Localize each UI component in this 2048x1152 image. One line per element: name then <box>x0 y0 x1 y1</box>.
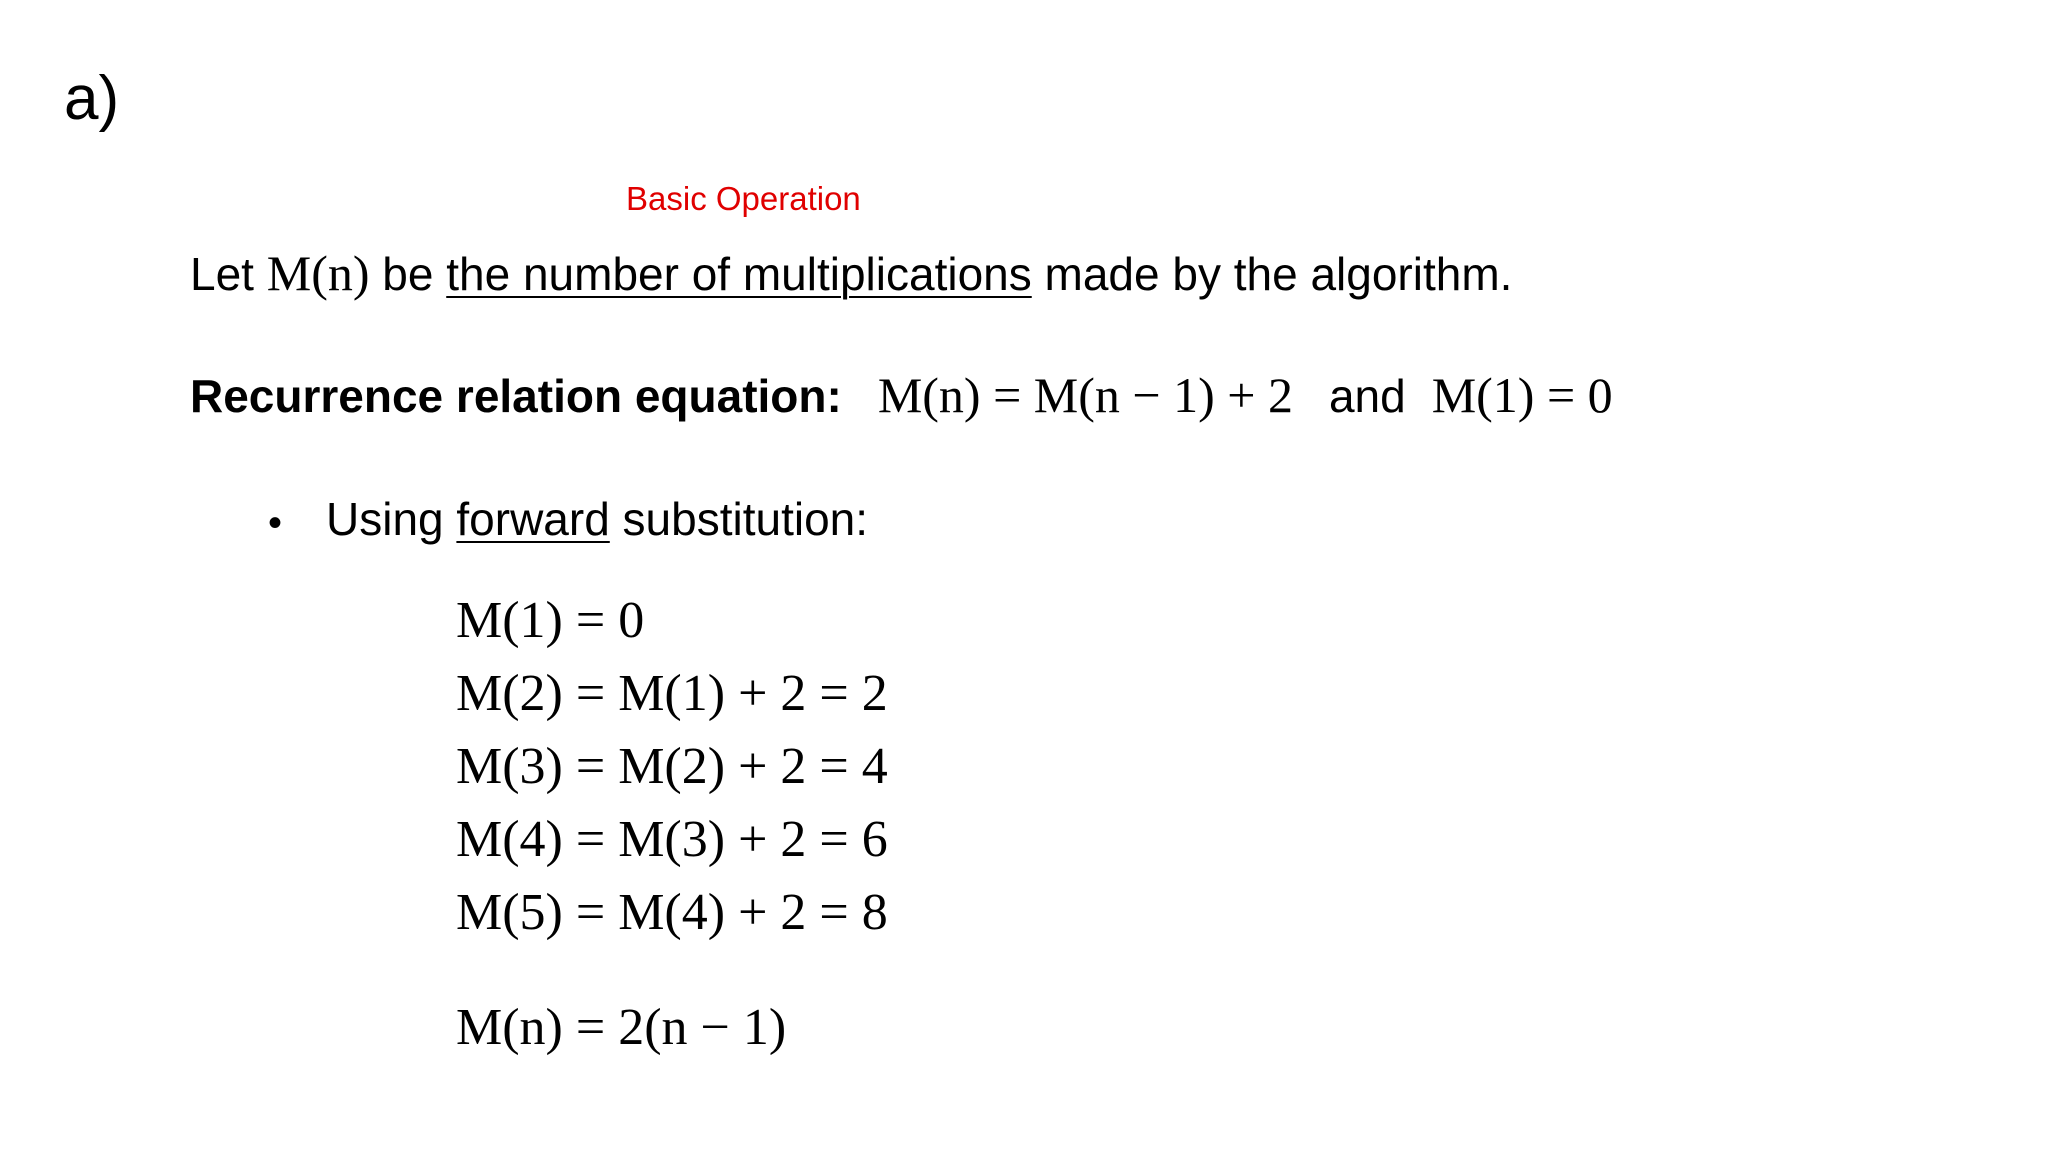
definition-line <box>190 245 1513 301</box>
bullet-line <box>268 493 869 545</box>
substitution-step: M(4) = M(3) + 2 = 6 <box>456 811 888 868</box>
basic-operation-annotation: Basic Operation <box>626 180 861 217</box>
recurrence-connector: and <box>1328 370 1406 422</box>
bullet-underlined: forward <box>456 493 610 545</box>
definition-math: M(n) <box>266 245 370 301</box>
bullet-symbol: • <box>268 500 283 545</box>
substitution-step: M(1) = 0 <box>456 592 645 649</box>
recurrence-line <box>190 367 1613 423</box>
definition-prefix: Let <box>190 248 267 300</box>
section-label: a) <box>64 64 120 133</box>
substitution-step: M(2) = M(1) + 2 = 2 <box>456 665 888 722</box>
substitution-step: M(5) = M(4) + 2 = 8 <box>456 884 888 941</box>
definition-middle: be <box>369 248 447 300</box>
result-equation: M(n) = 2(n − 1) <box>456 999 787 1056</box>
bullet-suffix: substitution: <box>609 493 869 545</box>
recurrence-equation: M(n) = M(n − 1) + 2 <box>877 367 1293 423</box>
definition-suffix: made by the algorithm. <box>1031 248 1513 300</box>
bullet-prefix: Using <box>326 493 457 545</box>
substitution-steps <box>456 584 888 949</box>
substitution-step: M(3) = M(2) + 2 = 4 <box>456 738 888 795</box>
definition-underlined: the number of multiplications <box>446 248 1032 300</box>
recurrence-initial: M(1) = 0 <box>1431 367 1613 423</box>
recurrence-label: Recurrence relation equation: <box>190 370 842 422</box>
